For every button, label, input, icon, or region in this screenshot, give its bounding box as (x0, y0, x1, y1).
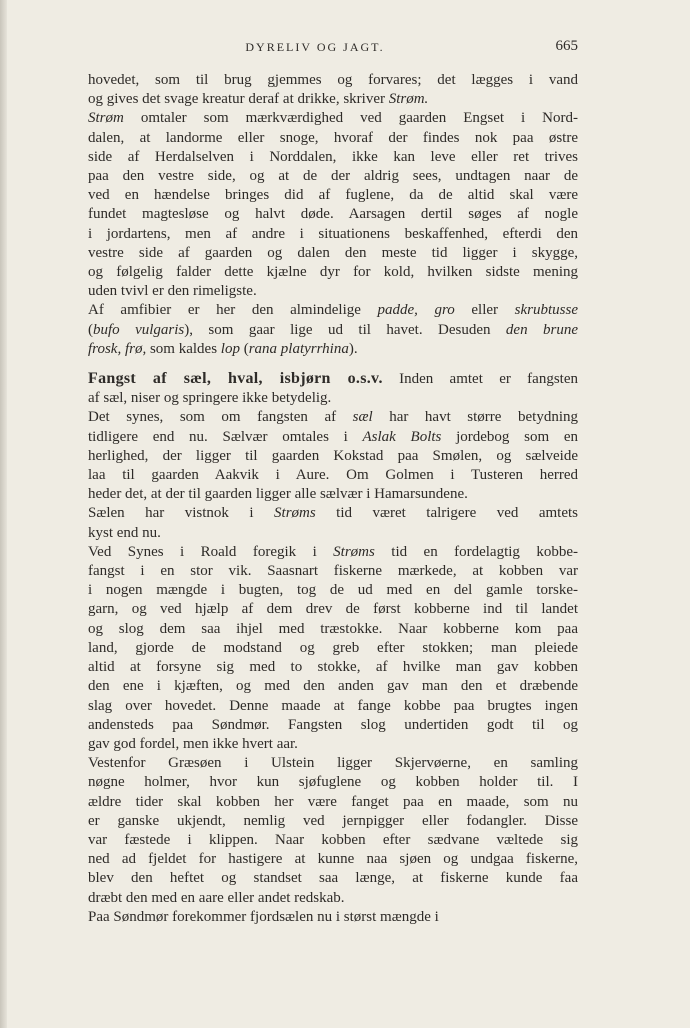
text-line: slag over hovedet. Denne maade at fange kobbe paa brugtes ingen (88, 697, 578, 714)
paragraph (52, 109, 578, 301)
text-line: dræbt den med en aare eller andet redskab. (88, 889, 345, 906)
text-line: dalen, at landorme eller snoge, hvoraf der findes nok paa østre (88, 129, 578, 146)
text-line: fundet magtesløse og halvt døde. Aarsagen dertil søges af nogle (88, 206, 578, 223)
text-line: Strøm omtaler som mærkværdighed ved gaarden Engset i Nord- (88, 110, 578, 127)
italic-term: sæl (352, 409, 373, 426)
text-line: Ved Synes i Roald foregik i Strøms tid en fordelagtig kobbe- (88, 543, 578, 560)
paragraph (52, 754, 578, 908)
text-line: heder det, at der til gaarden ligger alle sælvær i Hamarsundene. (88, 486, 468, 503)
page-header (52, 38, 578, 58)
text-line: i nogen mængde i bugten, tog de ud med en del gamle torske- (88, 582, 578, 599)
paragraph (52, 408, 578, 504)
italic-term: rana platyrrhina (248, 340, 349, 357)
text-line: side af Herdalselven i Norddalen, ikke kan leve eller ret trives (88, 148, 578, 165)
text-line: gav god fordel, men ikke hvert aar. (88, 735, 298, 752)
text-line: hovedet, som til brug gjemmes og forvares; det lægges i vand (88, 72, 578, 88)
text-line: land, gjorde de modstand og greb efter stokken; man pleiede (88, 639, 578, 656)
text-line: ved en hændelse bringes did af fuglene, da de altid skal være (88, 187, 578, 204)
text-line: Vestenfor Græsøen i Ulstein ligger Skjervøerne, en samling (88, 755, 578, 772)
italic-term: den brune (505, 321, 578, 338)
text-line: altid at forsyne sig med to stokke, af hvilke man gav kobben (88, 659, 578, 676)
text-line: paa den vestre side, og at de der aldrig sees, undtagen naar de (88, 168, 578, 185)
text-line: Af amfibier er her den almindelige padde, gro eller skrubtusse (88, 302, 578, 319)
text-line: Paa Søndmør forekommer fjordsælen nu i størst mængde i (88, 908, 439, 925)
paragraph (52, 301, 578, 359)
text-line: garn, og ved hjælp af dem drev de først kobberne ind til landet (88, 601, 578, 618)
text-line: andensteds paa Søndmør. Fangsten slog undertiden godt til og (88, 716, 578, 733)
italic-term: Strøm (88, 110, 124, 127)
paragraph (52, 71, 578, 109)
text-line: frosk, frø, som kaldes lop (rana platyrrhina). (88, 340, 358, 357)
text-line: er ganske ukjendt, nemlig ved jernpigger eller fodangler. Disse (88, 812, 578, 829)
text-line: Fangst af sæl, hval, isbjørn o.s.v. Inden amtet er fangsten (88, 370, 578, 388)
text-line: ned ad fjeldet for hastigere at kunne naa sjøen og undgaa fiskerne, (88, 851, 578, 868)
italic-term: frosk, frø, (88, 340, 147, 357)
section-subheading: Fangst af sæl, hval, isbjørn o.s.v. (88, 370, 383, 388)
text-line: uden tvivl er den rimeligste. (88, 283, 257, 300)
text-line: af sæl, niser og springere ikke betydelig. (88, 390, 332, 407)
running-title: DYRELIV OG JAGT. (245, 40, 385, 54)
text-line: laa til gaarden Aakvik i Aure. Om Golmen i Tusteren herred (88, 467, 578, 484)
italic-term: bufo vulgaris (93, 321, 185, 338)
italic-term: padde, gro (377, 302, 455, 319)
text-line: Sælen har vistnok i Strøms tid været talrigere ved amtets (88, 505, 578, 522)
italic-term: Strøms (333, 543, 375, 560)
text-line: herlighed, der ligger til gaarden Kokstad paa Smølen, og sælveide (88, 447, 578, 464)
text-line: vestre side af gaarden og dalen den meste tid ligger i skygge, (88, 244, 578, 261)
paragraph (52, 543, 578, 754)
text-line: og slog dem saa ihjel med træstokke. Naar kobberne kom paa (88, 620, 578, 637)
text-line: den ene i kjæften, og med den anden gav man den et dræbende (88, 678, 578, 695)
text-line: kyst end nu. (88, 524, 161, 541)
text-line: fangst i en stor vik. Saasnart fiskerne mærkede, at kobben var (88, 563, 578, 580)
text-line: ældre tider skal kobben her være fanget paa en maade, som nu (88, 793, 578, 810)
page-number: 665 (555, 38, 578, 54)
text-line: var fæstede i klippen. Naar kobben efter sædvane væltede sig (88, 831, 578, 848)
text-line: og gives det svage kreatur deraf at drikke, skriver Strøm. (88, 91, 429, 108)
italic-term: Strøm. (388, 91, 429, 108)
text-line: Det synes, som om fangsten af sæl har havt større betydning (88, 409, 578, 426)
text-line: blev den heftet og standset saa længe, at fiskerne kunde faa (88, 870, 578, 887)
text-line: (bufo vulgaris), som gaar lige ud til havet. Desuden den brune (88, 321, 578, 338)
italic-term: Aslak Bolts (362, 428, 442, 445)
page-spine-shadow (0, 0, 7, 1028)
body-text (52, 71, 578, 927)
paragraph (52, 504, 578, 542)
italic-term: Strøms (274, 505, 316, 522)
section-gap (52, 359, 578, 369)
italic-term: lop (220, 340, 240, 357)
text-line: og følgelig falder dette kjælne dyr for kold, hvilken sidste mening (88, 264, 578, 281)
text-line: i jordartens, men af andre i situationens beskaffenhed, efterdi den (88, 225, 578, 242)
text-line: nøgne holmer, hvor kun sjøfuglene og kobben holder til. I (88, 774, 578, 791)
paragraph (52, 369, 578, 408)
italic-term: skrubtusse (514, 302, 578, 319)
text-line: tidligere end nu. Sælvær omtales i Aslak Bolts jordebog som en (88, 428, 578, 445)
paragraph (52, 908, 578, 927)
